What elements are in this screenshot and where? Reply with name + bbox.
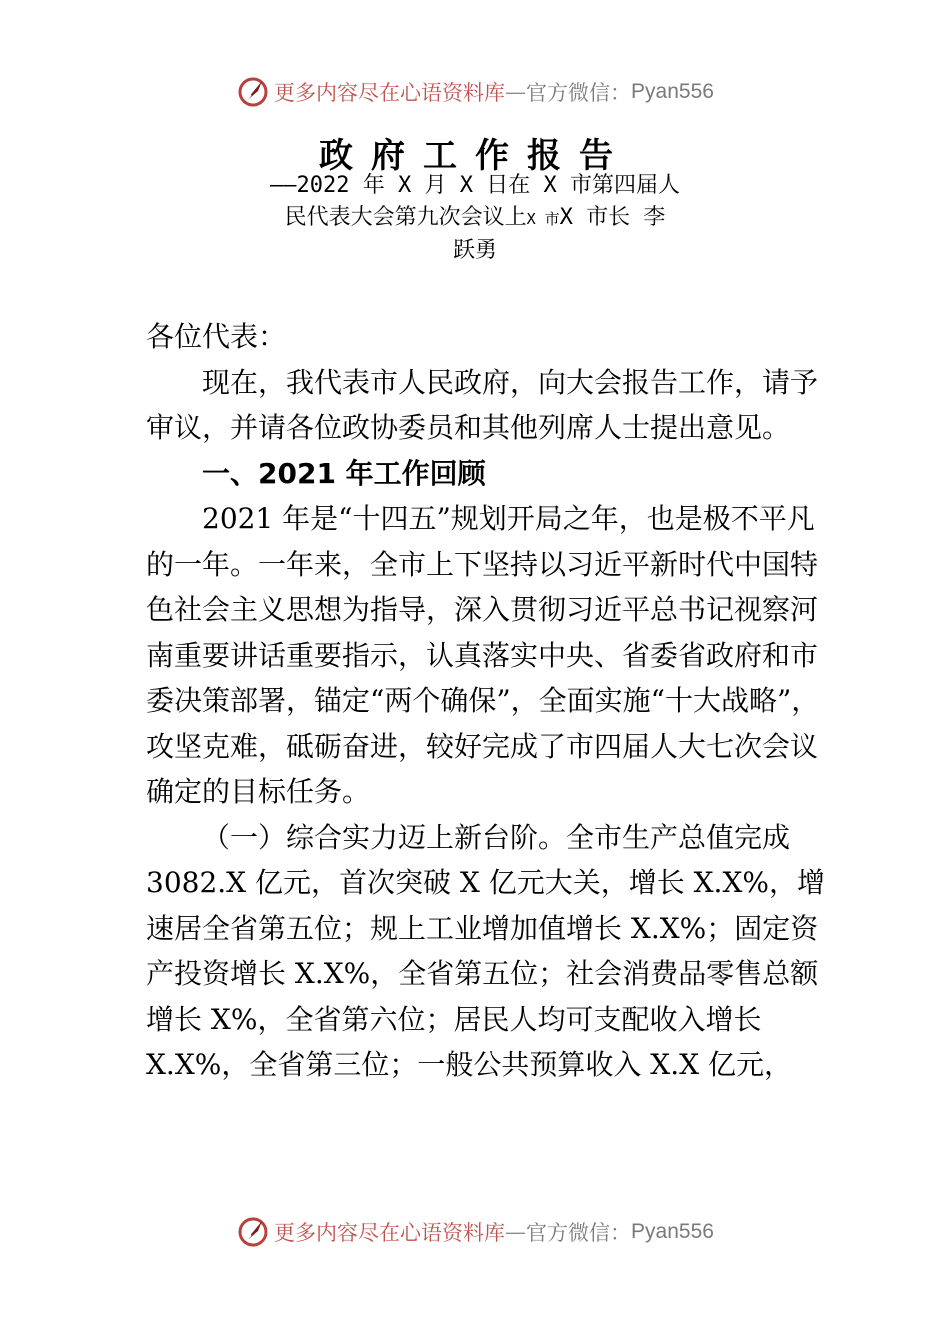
- subtitle-line-3: 跃勇: [452, 238, 497, 263]
- watermark-inner: [236, 75, 714, 109]
- watermark-dash: —: [505, 80, 527, 104]
- watermark-inner-bottom: [236, 1215, 714, 1249]
- watermark-header: [0, 72, 950, 112]
- report-body: [146, 314, 826, 1088]
- page-title: 政府工作报告: [319, 136, 631, 176]
- section-heading: 一、2021 年工作回顾: [202, 456, 486, 490]
- subtitle-line-2-a: 民代表大会第九次会议上: [284, 205, 527, 230]
- paragraph-intro: 现在，我代表市人民政府，向大会报告工作，请予审议，并请各位政协委员和其他列席人士提出意见。: [146, 365, 819, 444]
- watermark-dash: —: [505, 1220, 527, 1244]
- paragraph-strength: （一）综合实力迈上新台阶。全市生产总值完成 3082.X 亿元，首次突破 X 亿元大关，增长 X.X%，增速居全省第五位；规上工业增加值增长 X.X%；固定资产投资增长 X.X%，全省第五位；社会消费品零售总额增长 X%，全省第六位；居民人均可支配收入增长 X.X%，全省第三位；一般公共预算收入 X.X 亿元，: [146, 820, 826, 1081]
- salutation: 各位代表：: [146, 320, 287, 353]
- watermark-wechat-label: 官方微信：: [526, 1221, 632, 1245]
- subtitle-line-2-b: X 市长 李: [559, 205, 666, 230]
- watermark-wechat-id: Pyan556: [631, 80, 714, 103]
- watermark-footer: [0, 1212, 950, 1252]
- paragraph-review: 2021 年是“十四五”规划开局之年，也是极不平凡的一年。一年来，全市上下坚持以习近平新时代中国特色社会主义思想为指导，深入贯彻习近平总书记视察河南重要讲话重要指示，认真落实中央、省委省政府和市委决策部署，锚定“两个确保”，全面实施“十大战略”，攻坚克难，砥砺奋进，较好完成了市四届人大七次会议确定的目标任务。: [146, 502, 820, 808]
- watermark-wechat-id: Pyan556: [631, 1220, 714, 1243]
- quill-logo-icon: [236, 75, 270, 109]
- subtitle-line-1: ——2022 年 X 月 X 日在 X 市第四届人: [270, 173, 680, 198]
- subtitle-line-2: [0, 202, 950, 235]
- watermark-site-name: 更多内容尽在心语资料库: [274, 1221, 506, 1245]
- watermark-site-name: 更多内容尽在心语资料库: [274, 81, 506, 105]
- watermark-wechat-label: 官方微信：: [526, 81, 632, 105]
- quill-logo-icon: [236, 1215, 270, 1249]
- subtitle-line-2-small: X 市: [526, 210, 560, 228]
- subtitle: [0, 170, 950, 267]
